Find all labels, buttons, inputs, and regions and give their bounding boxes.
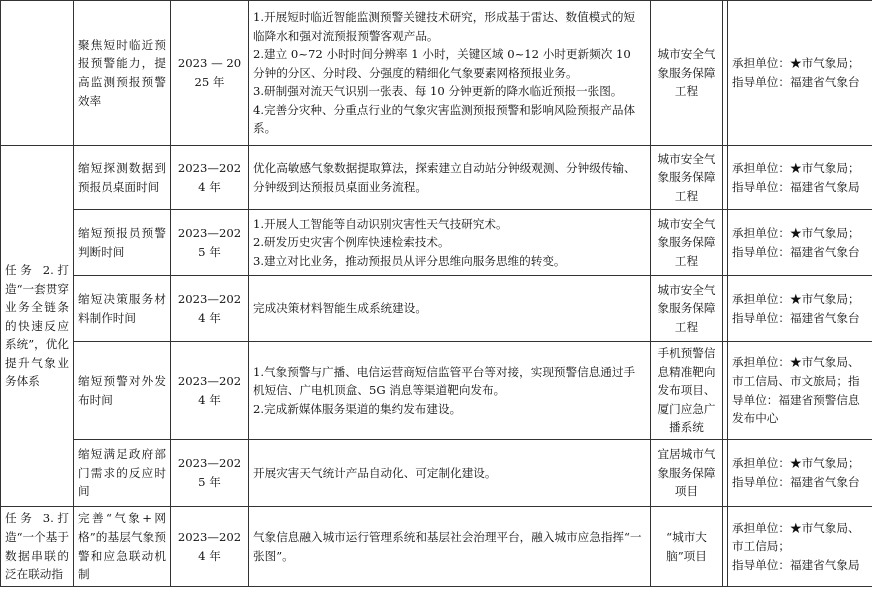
unit-cell	[728, 146, 872, 210]
content-cell	[249, 146, 651, 210]
subtask-cell: 完善“气象+网格”的基层气象预警和应急联动机制	[74, 507, 171, 587]
task-cell: 任务 3.打造“一个基于数据串联的泛在联动指	[1, 507, 74, 587]
content-line: 2.建立 0~72 小时时间分辨率 1 小时，关键区域 0~12 小时更新频次 10 分钟的分区、分时段、分强度的精细化气象要素网格预报业务。	[253, 47, 631, 80]
table-row	[1, 146, 872, 210]
content-line: 2.完成新媒体服务渠道的集约发布建设。	[253, 401, 462, 416]
unit-line: 指导单位：福建省气象局	[732, 179, 860, 194]
project-cell: 城市安全气象服务保障工程	[651, 1, 723, 146]
time-cell: 2023—2024 年	[171, 146, 249, 210]
unit-line: 承担单位：★市气象局、市工信局；	[732, 520, 860, 554]
unit-line: 承担单位：★市气象局；	[732, 225, 860, 240]
unit-cell	[728, 507, 872, 587]
unit-cell	[728, 276, 872, 342]
content-line: 2.研发历史灾害个例库快速检索技术。	[253, 235, 450, 250]
project-cell: 城市安全气象服务保障工程	[651, 276, 723, 342]
unit-line: 承担单位：★市气象局；	[732, 456, 860, 471]
subtask-cell: 缩短预警对外发布时间	[74, 342, 171, 440]
subtask-cell: 聚焦短时临近预报预警能力，提高监测预报预警效率	[74, 1, 171, 146]
content-line: 1.气象预警与广播、电信运营商短信监管平台等对接，实现预警信息通过手机短信、广电机顶盒、5G 消息等渠道靶向发布。	[253, 364, 636, 398]
content-line: 开展灾害天气统计产品自动化、可定制化建设。	[253, 465, 497, 480]
table-row	[1, 1, 872, 146]
table-row	[1, 210, 872, 276]
unit-line: 指导单位：福建省气象台	[732, 244, 860, 259]
time-cell: 2023—2024 年	[171, 342, 249, 440]
task-cell-empty	[1, 1, 74, 146]
time-cell: 2023—2025 年	[171, 210, 249, 276]
content-line: 3.研制强对流天气识别一张表、每 10 分钟更新的降水临近预报一张图。	[253, 84, 623, 99]
subtask-cell: 缩短满足政府部门需求的反应时间	[74, 440, 171, 507]
content-line: 完成决策材料智能生成系统建设。	[253, 301, 427, 316]
unit-line: 承担单位：★市气象局；	[732, 160, 860, 175]
project-cell: 宜居城市气象服务保障项目	[651, 440, 723, 507]
content-cell	[249, 210, 651, 276]
table-row	[1, 440, 872, 507]
content-line: 气象信息融入城市运行管理系统和基层社会治理平台，融入城市应急指挥“一张图”。	[253, 529, 642, 563]
content-cell	[249, 507, 651, 587]
unit-line: 指导单位：福建省气象台	[732, 475, 860, 489]
project-cell: “城市大脑”项目	[651, 507, 723, 587]
time-cell: 2023 — 2025 年	[171, 1, 249, 146]
unit-line: 指导单位：福建省气象局	[732, 557, 860, 572]
unit-cell	[728, 1, 872, 146]
table-row	[1, 507, 872, 587]
project-cell: 城市安全气象服务保障工程	[651, 146, 723, 210]
content-line: 3.建立对比业务，推动预报员从评分思维向服务思维的转变。	[253, 253, 566, 268]
unit-line: 承担单位：★市气象局；	[732, 56, 860, 71]
content-line: 4.完善分灾种、分重点行业的气象灾害监测预报预警和影响风险预报产品体系。	[253, 102, 636, 136]
project-cell: 手机预警信息精准靶向发布项目、厦门应急广播系统	[651, 342, 723, 440]
table-row	[1, 276, 872, 342]
unit-line: 承担单位：★市气象局、市工信局、市文旅局；指导单位：福建省预警信息发布中心	[732, 355, 860, 426]
content-line: 1.开展人工智能等自动识别灾害性天气技研究术。	[253, 216, 508, 231]
project-cell: 城市安全气象服务保障工程	[651, 210, 723, 276]
content-cell	[249, 440, 651, 507]
time-cell: 2023—2025 年	[171, 440, 249, 507]
subtask-cell: 缩短决策服务材料制作时间	[74, 276, 171, 342]
time-cell: 2023—2024 年	[171, 276, 249, 342]
content-line: 优化高敏感气象数据提取算法，探索建立自动站分钟级观测、分钟级传输、分钟级到达预报员桌面业务流程。	[253, 160, 636, 194]
content-cell	[249, 1, 651, 146]
content-cell	[249, 276, 651, 342]
unit-cell	[728, 210, 872, 276]
content-cell	[249, 342, 651, 440]
time-cell: 2023—2024 年	[171, 507, 249, 587]
task-cell: 任务 2.打造“一套贯穿业务全链条的快速反应系统”，优化提升气象业务体系	[1, 146, 74, 507]
unit-line: 指导单位：福建省气象台	[732, 310, 860, 325]
subtask-cell: 缩短预报员预警判断时间	[74, 210, 171, 276]
content-line: 1.开展短时临近智能监测预警关键技术研究，形成基于雷达、数值模式的短临降水和强对流预报预警客观产品。	[253, 9, 636, 43]
unit-line: 指导单位：福建省气象台	[732, 75, 860, 89]
subtask-cell: 缩短探测数据到预报员桌面时间	[74, 146, 171, 210]
table-row	[1, 342, 872, 440]
unit-line: 承担单位：★市气象局；	[732, 291, 860, 306]
unit-cell	[728, 342, 872, 440]
unit-cell	[728, 440, 872, 507]
